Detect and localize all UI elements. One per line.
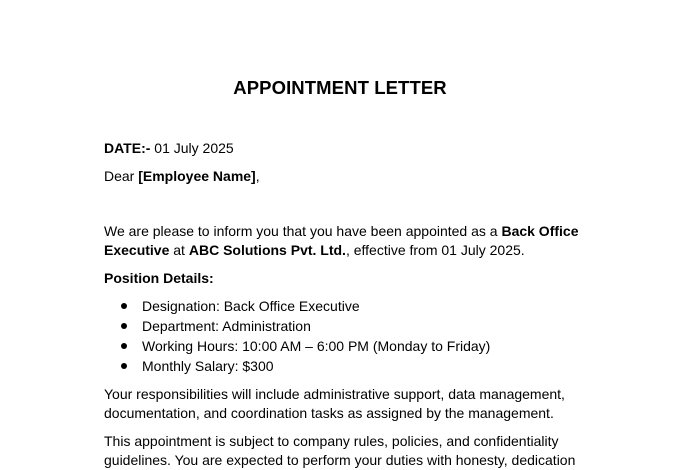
intro-text-1: We are please to inform you that you have been appointed as a: [104, 223, 502, 239]
bullet-icon: [121, 303, 127, 309]
date-line: [104, 138, 234, 158]
list-item: [104, 296, 490, 316]
intro-line-2: [104, 240, 525, 260]
intro-company: ABC Solutions Pvt. Ltd.: [188, 242, 346, 258]
position-details-list: [104, 296, 490, 376]
list-item-text: Monthly Salary: $300: [142, 358, 274, 374]
salutation-prefix: Dear: [104, 168, 139, 184]
list-item-text: Designation: Back Office Executive: [142, 298, 360, 314]
list-item: [104, 356, 490, 376]
list-item: [104, 316, 490, 336]
employee-name: [Employee Name]: [138, 168, 256, 184]
intro-text-3: , effective from 01 July 2025.: [345, 242, 525, 258]
list-item: [104, 336, 490, 356]
list-item-text: Working Hours: 10:00 AM – 6:00 PM (Monday to Friday): [142, 338, 491, 354]
salutation: [104, 166, 260, 186]
intro-position-2: Executive: [104, 242, 170, 258]
responsibilities-line-2: documentation, and coordination tasks as assigned by the management.: [104, 405, 554, 421]
intro-line-1: [104, 221, 579, 241]
salutation-suffix: ,: [255, 168, 260, 184]
intro-position-1: Back Office: [501, 223, 579, 239]
bullet-icon: [121, 343, 127, 349]
terms-line-1: This appointment is subject to company rules, policies, and confidentiality: [104, 433, 559, 449]
date-value: 01 July 2025: [150, 140, 234, 156]
document-title: APPOINTMENT LETTER: [233, 77, 447, 98]
terms-line-2: guidelines. You are expected to perform your duties with honesty, dedication: [104, 452, 576, 468]
position-details-heading: Position Details:: [104, 270, 214, 286]
bullet-icon: [121, 363, 127, 369]
bullet-icon: [121, 323, 127, 329]
intro-text-2: at: [169, 242, 189, 258]
list-item-text: Department: Administration: [142, 318, 311, 334]
date-label: DATE:-: [104, 140, 151, 156]
responsibilities-line-1: Your responsibilities will include administrative support, data management,: [104, 386, 565, 402]
